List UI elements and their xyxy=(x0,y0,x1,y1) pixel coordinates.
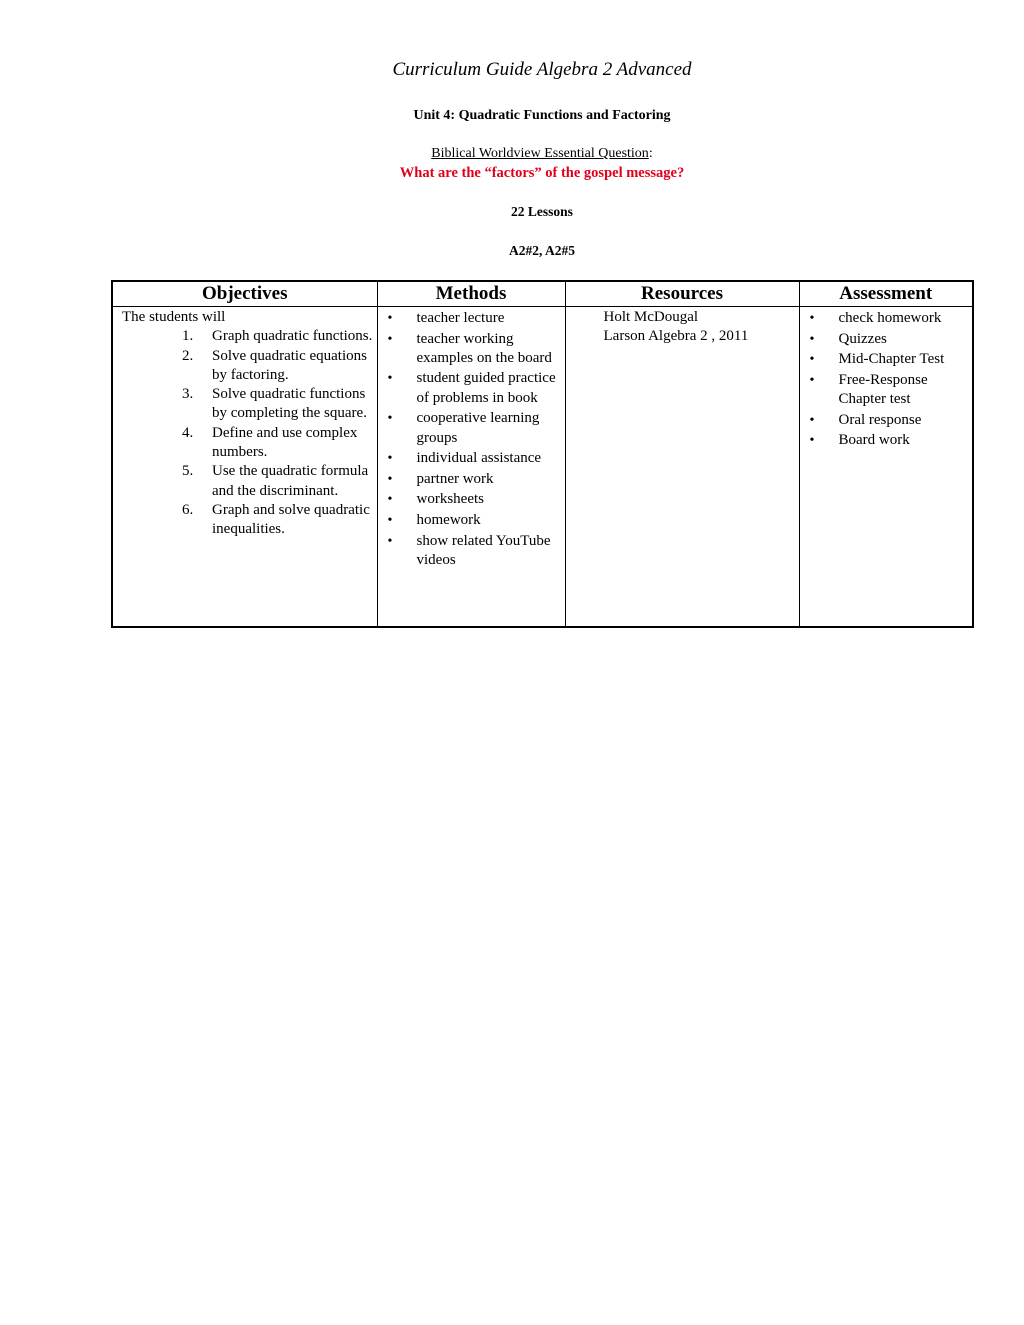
objectives-cell xyxy=(112,307,377,628)
list-item: • worksheets xyxy=(378,490,565,509)
objectives-intro: The students will xyxy=(122,309,226,325)
list-item: 3. Solve quadratic functions by completing the square. xyxy=(182,386,367,422)
list-item: 1. Graph quadratic functions. xyxy=(182,328,373,345)
table-header-row xyxy=(112,281,973,307)
list-item: 6. Graph and solve quadratic inequalities. xyxy=(182,501,370,538)
document-title: Curriculum Guide Algebra 2 Advanced xyxy=(392,59,692,80)
list-item: • teacher working examples on the board xyxy=(378,330,565,369)
list-item: • Quizzes xyxy=(800,330,973,349)
list-item: 4. Define and use complex numbers. xyxy=(182,424,358,461)
resources-cell xyxy=(565,307,799,628)
list-item: • Oral response xyxy=(800,411,973,430)
assessment-cell xyxy=(799,307,973,628)
list-item: • individual assistance xyxy=(378,449,565,468)
list-item: • student guided practice of problems in book xyxy=(378,369,565,408)
list-item: • teacher lecture xyxy=(378,309,565,328)
methods-cell xyxy=(377,307,565,628)
lesson-count: 22 Lessons xyxy=(511,204,573,219)
header-resources: Resources xyxy=(565,281,799,307)
list-item: • homework xyxy=(378,511,565,530)
resource-publisher: Holt McDougal xyxy=(603,309,699,325)
essential-question: What are the “factors” of the gospel message? xyxy=(399,165,685,181)
list-item: 5. Use the quadratic formula and the discriminant. xyxy=(182,463,369,499)
unit-heading: Unit 4: Quadratic Functions and Factoring xyxy=(413,108,671,123)
curriculum-table xyxy=(111,280,974,628)
assessment-list xyxy=(800,307,973,451)
list-item: • check homework xyxy=(800,309,973,328)
list-item: 2. Solve quadratic equations by factoring. xyxy=(182,347,367,383)
list-item: • Mid-Chapter Test xyxy=(800,350,973,369)
header-objectives: Objectives xyxy=(112,281,377,307)
standards-codes: A2#2, A2#5 xyxy=(508,243,575,258)
list-item: • Board work xyxy=(800,431,973,450)
list-item: • partner work xyxy=(378,470,565,489)
header-assessment: Assessment xyxy=(799,281,973,307)
header-methods: Methods xyxy=(377,281,565,307)
essential-question-colon: : xyxy=(648,146,653,161)
objectives-list xyxy=(122,327,377,539)
list-item: • cooperative learning groups xyxy=(378,409,565,448)
table-row xyxy=(112,307,973,628)
resource-textbook: Larson Algebra 2 , 2011 xyxy=(603,328,749,345)
list-item: • show related YouTube videos xyxy=(378,532,565,571)
list-item: • Free-Response Chapter test xyxy=(800,371,973,410)
methods-list xyxy=(378,307,565,570)
essential-question-label-text: Biblical Worldview Essential Question xyxy=(431,146,649,161)
essential-question-label xyxy=(0,146,1024,162)
